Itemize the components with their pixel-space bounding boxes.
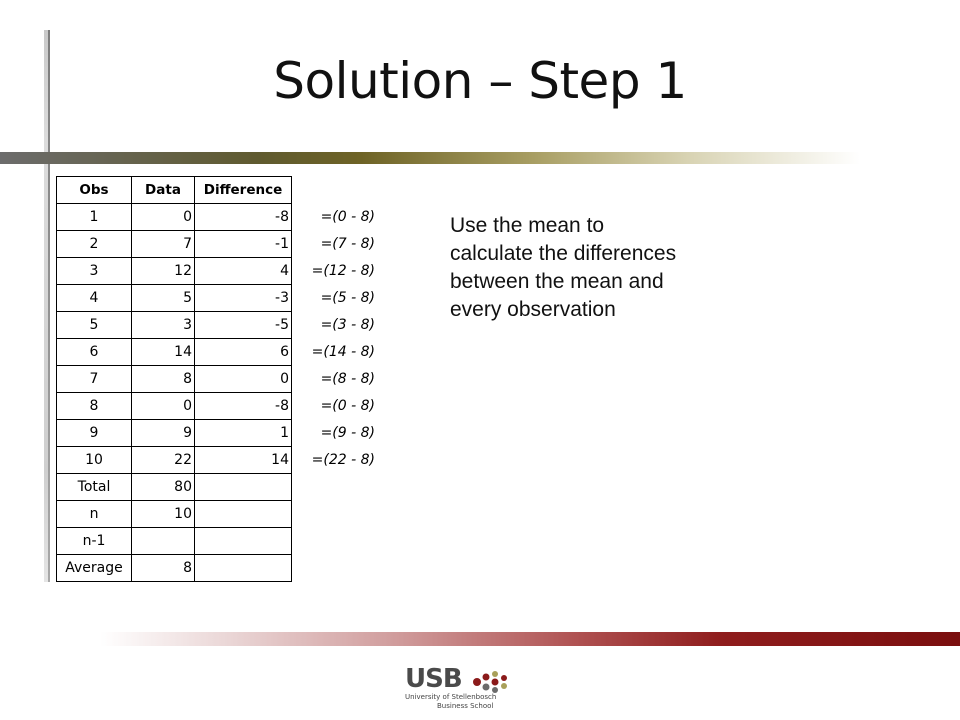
- cell-formula: =(7 - 8): [320, 236, 375, 252]
- logo-dots-icon: [471, 670, 527, 694]
- table-row: [57, 366, 382, 393]
- cell-data: 22: [132, 447, 195, 474]
- cell-formula: =(12 - 8): [311, 263, 375, 279]
- table-row: [57, 312, 382, 339]
- cell-obs: 4: [57, 285, 132, 312]
- cell-difference: [195, 555, 292, 582]
- header-obs: Obs: [57, 177, 132, 204]
- cell-formula: =(8 - 8): [320, 371, 375, 387]
- table-row: [57, 474, 382, 501]
- cell-data: 0: [132, 204, 195, 231]
- cell-formula: =(0 - 8): [320, 209, 375, 225]
- table-row: [57, 447, 382, 474]
- table-row: [57, 420, 382, 447]
- cell-data: 8: [132, 366, 195, 393]
- cell-difference: -8: [195, 393, 292, 420]
- cell-difference: [195, 501, 292, 528]
- cell-formula: [292, 501, 382, 528]
- cell-formula: =(9 - 8): [320, 425, 375, 441]
- differences-table: [56, 176, 382, 582]
- table-row: [57, 258, 382, 285]
- table-row: [57, 231, 382, 258]
- cell-data: 80: [132, 474, 195, 501]
- header-difference: Difference: [195, 177, 292, 204]
- cell-data: 9: [132, 420, 195, 447]
- cell-data: 5: [132, 285, 195, 312]
- cell-obs: n-1: [57, 528, 132, 555]
- table-row: [57, 501, 382, 528]
- cell-data: 3: [132, 312, 195, 339]
- logo-university: University of Stellenbosch: [405, 693, 497, 701]
- title-underline-bar: [0, 152, 860, 164]
- cell-formula: =(14 - 8): [311, 344, 375, 360]
- table-row: [57, 204, 382, 231]
- cell-data: 14: [132, 339, 195, 366]
- left-vertical-bar-line: [48, 30, 50, 582]
- cell-obs: 1: [57, 204, 132, 231]
- table-row: [57, 393, 382, 420]
- cell-difference: 6: [195, 339, 292, 366]
- cell-difference: [195, 474, 292, 501]
- cell-difference: 1: [195, 420, 292, 447]
- cell-formula: =(22 - 8): [311, 452, 375, 468]
- cell-difference: -8: [195, 204, 292, 231]
- cell-obs: 5: [57, 312, 132, 339]
- cell-obs: n: [57, 501, 132, 528]
- cell-obs: 7: [57, 366, 132, 393]
- cell-formula: [292, 474, 382, 501]
- cell-difference: -5: [195, 312, 292, 339]
- cell-difference: -3: [195, 285, 292, 312]
- cell-difference: 14: [195, 447, 292, 474]
- slide-title: Solution – Step 1: [273, 52, 687, 110]
- cell-difference: [195, 528, 292, 555]
- logo-abbr: USB: [405, 664, 462, 694]
- cell-formula: [292, 528, 382, 555]
- cell-data: [132, 528, 195, 555]
- instruction-text: Use the mean to calculate the differences between the mean and every observation: [450, 214, 677, 321]
- cell-obs: 2: [57, 231, 132, 258]
- cell-obs: Average: [57, 555, 132, 582]
- cell-data: 10: [132, 501, 195, 528]
- cell-data: 7: [132, 231, 195, 258]
- table-row: [57, 285, 382, 312]
- cell-formula: =(5 - 8): [320, 290, 375, 306]
- table-row: [57, 528, 382, 555]
- cell-obs: 9: [57, 420, 132, 447]
- cell-obs: 6: [57, 339, 132, 366]
- cell-data: 12: [132, 258, 195, 285]
- table-row: [57, 339, 382, 366]
- cell-difference: -1: [195, 231, 292, 258]
- table-row: [57, 555, 382, 582]
- usb-logo: [405, 664, 535, 714]
- table-header-row: [57, 177, 382, 204]
- cell-obs: 10: [57, 447, 132, 474]
- footer-bar: [100, 632, 960, 646]
- header-data: Data: [132, 177, 195, 204]
- cell-formula: [292, 555, 382, 582]
- cell-difference: 4: [195, 258, 292, 285]
- cell-formula: =(0 - 8): [320, 398, 375, 414]
- cell-difference: 0: [195, 366, 292, 393]
- cell-data: 0: [132, 393, 195, 420]
- cell-obs: 3: [57, 258, 132, 285]
- cell-obs: 8: [57, 393, 132, 420]
- header-formula: [292, 177, 382, 204]
- cell-obs: Total: [57, 474, 132, 501]
- cell-data: 8: [132, 555, 195, 582]
- table-body: [57, 204, 382, 582]
- logo-school: Business School: [437, 702, 494, 710]
- cell-formula: =(3 - 8): [320, 317, 375, 333]
